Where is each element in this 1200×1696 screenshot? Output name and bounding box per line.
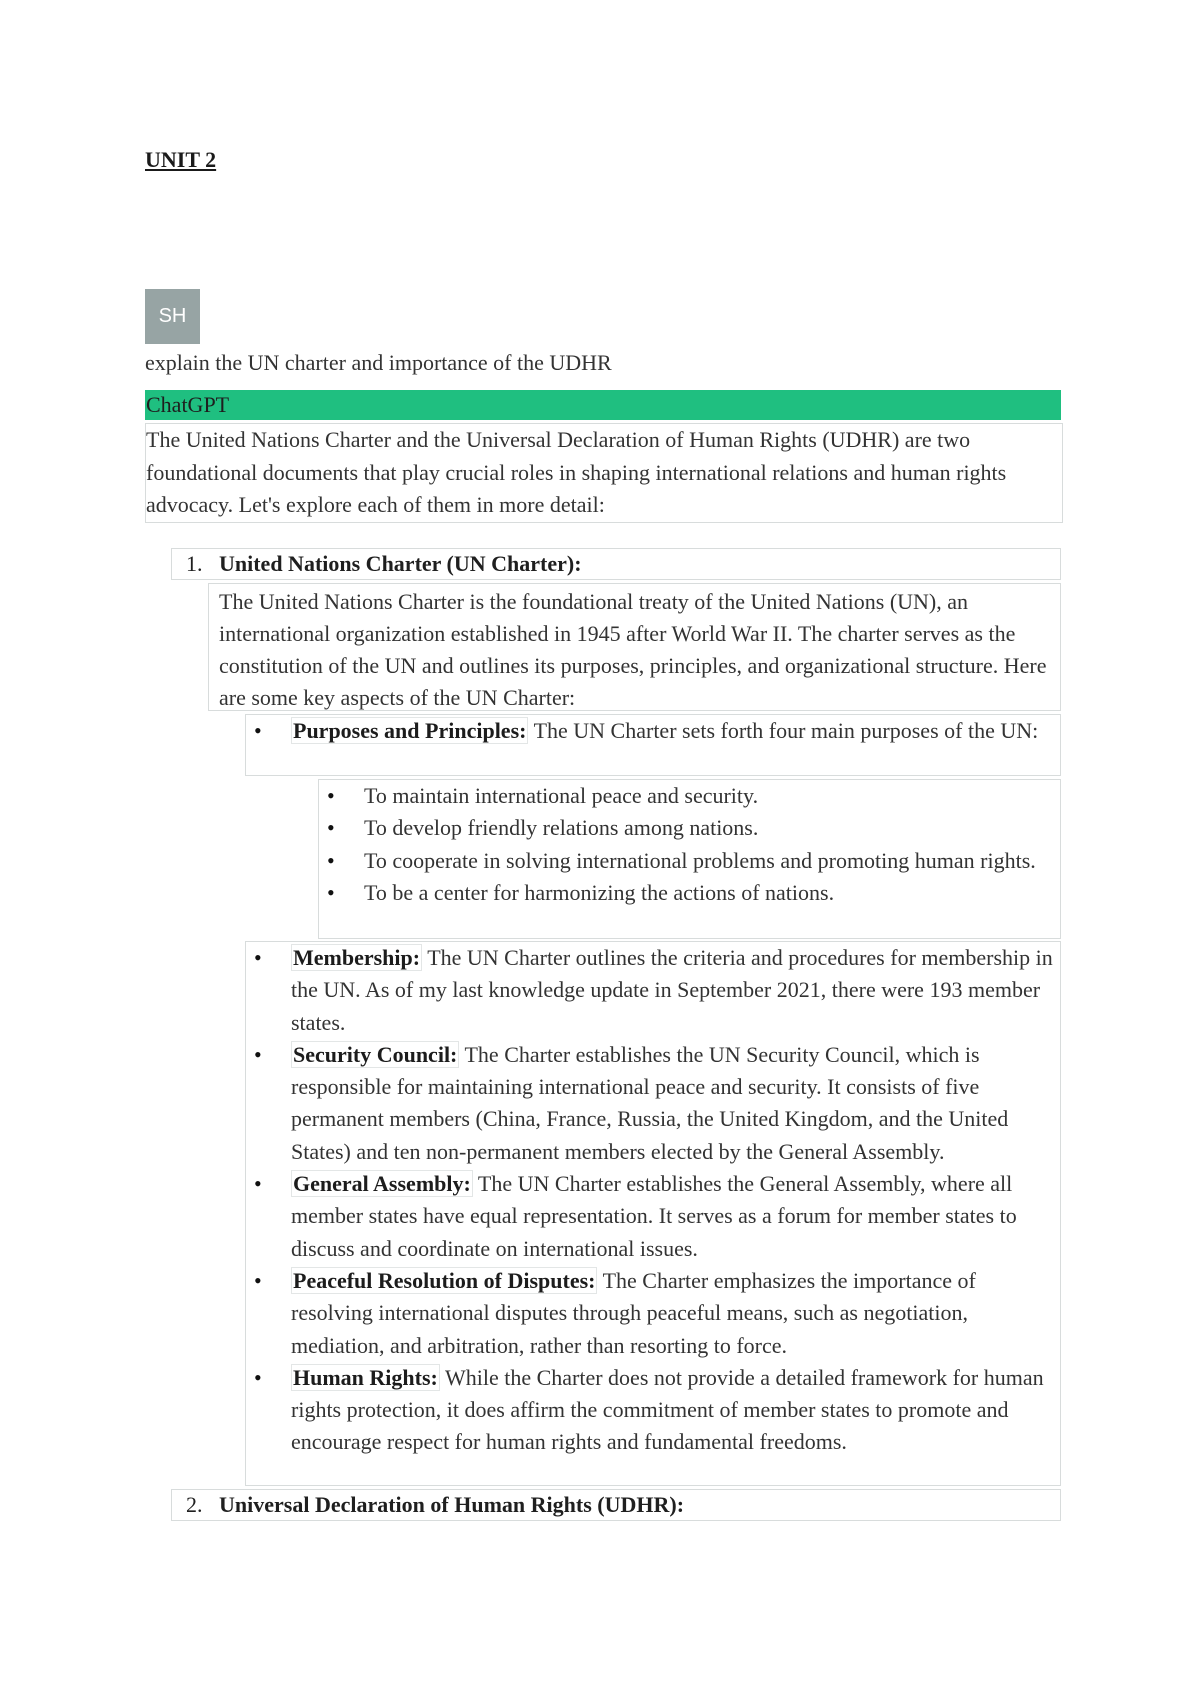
purpose-item: • To be a center for harmonizing the actions of nations. bbox=[319, 877, 1060, 909]
aspect-item-peaceful-resolution bbox=[246, 1265, 1060, 1362]
aspect-label: Human Rights: bbox=[293, 1364, 438, 1390]
purposes-list-box bbox=[318, 779, 1061, 939]
section-1-paragraph: The United Nations Charter is the foundational treaty of the United Nations (UN), an international organization established in 1945 after World War II. The charter serves as the constitution of the UN and outlines its purposes, principles, and organizational structure. Here are some key aspects of the UN Charter: bbox=[208, 583, 1061, 711]
aspect-label: Peaceful Resolution of Disputes: bbox=[293, 1267, 596, 1293]
intro-paragraph: The United Nations Charter and the Universal Declaration of Human Rights (UDHR) are two foundational documents that play crucial roles in shaping international relations and human rights advocacy. Let's explore each of them in more detail: bbox=[145, 423, 1063, 523]
section-2-number: 2. bbox=[186, 1492, 203, 1517]
assistant-label: ChatGPT bbox=[146, 392, 230, 417]
aspects-box bbox=[245, 941, 1061, 1486]
unit-heading: UNIT 2 bbox=[145, 147, 217, 172]
purpose-item: • To maintain international peace and security. bbox=[319, 780, 1060, 812]
aspect-label: Security Council: bbox=[293, 1041, 458, 1067]
aspect-item-membership bbox=[246, 942, 1060, 1039]
aspect-label: Membership: bbox=[293, 945, 421, 970]
aspect-item-general-assembly bbox=[246, 1168, 1060, 1265]
aspect-text: The UN Charter establishes the General Assembly, where all member states have equal representation. It serves as a forum for member states to discuss and coordinate on international issues. bbox=[291, 1171, 1017, 1261]
user-prompt: explain the UN charter and importance of the UDHR bbox=[145, 350, 612, 375]
purposes-box bbox=[245, 714, 1061, 776]
aspect-text: The Charter emphasizes the importance of resolving international disputes through peaceful means, such as negotiation, mediation, and arbitration, rather than resorting to force. bbox=[291, 1267, 976, 1358]
aspect-item-human-rights bbox=[246, 1362, 1060, 1459]
purpose-item: • To cooperate in solving international problems and promoting human rights. bbox=[319, 845, 1060, 877]
assistant-label-bar bbox=[145, 390, 1061, 420]
section-1-heading bbox=[171, 548, 1061, 580]
aspect-item-security-council bbox=[246, 1039, 1060, 1168]
aspect-label: General Assembly: bbox=[293, 1171, 471, 1197]
aspect-text: While the Charter does not provide a detailed framework for human rights protection, it does affirm the commitment of member states to promote and encourage respect for human rights and fundamental freedoms. bbox=[291, 1364, 1044, 1455]
user-avatar: SH bbox=[145, 289, 200, 344]
purpose-item: • To develop friendly relations among nations. bbox=[319, 812, 1060, 844]
purposes-label: Purposes and Principles: bbox=[293, 718, 527, 743]
section-2-heading bbox=[171, 1489, 1061, 1521]
section-2-title: Universal Declaration of Human Rights (UDHR): bbox=[219, 1492, 685, 1517]
purposes-text: The UN Charter sets forth four main purposes of the UN: bbox=[528, 718, 1039, 743]
purposes-item bbox=[246, 715, 1060, 747]
section-1-number: 1. bbox=[186, 551, 203, 576]
aspect-text: The UN Charter outlines the criteria and procedures for membership in the UN. As of my last knowledge update in September 2021, there were 193 member states. bbox=[291, 945, 1053, 1035]
aspect-text: The Charter establishes the UN Security Council, which is responsible for maintaining international peace and security. It consists of five permanent members (China, France, Russia, the United Kingdom, and the United States) and ten non-permanent members elected by the General Assembly. bbox=[291, 1041, 1009, 1164]
section-1-title: United Nations Charter (UN Charter): bbox=[219, 551, 582, 576]
